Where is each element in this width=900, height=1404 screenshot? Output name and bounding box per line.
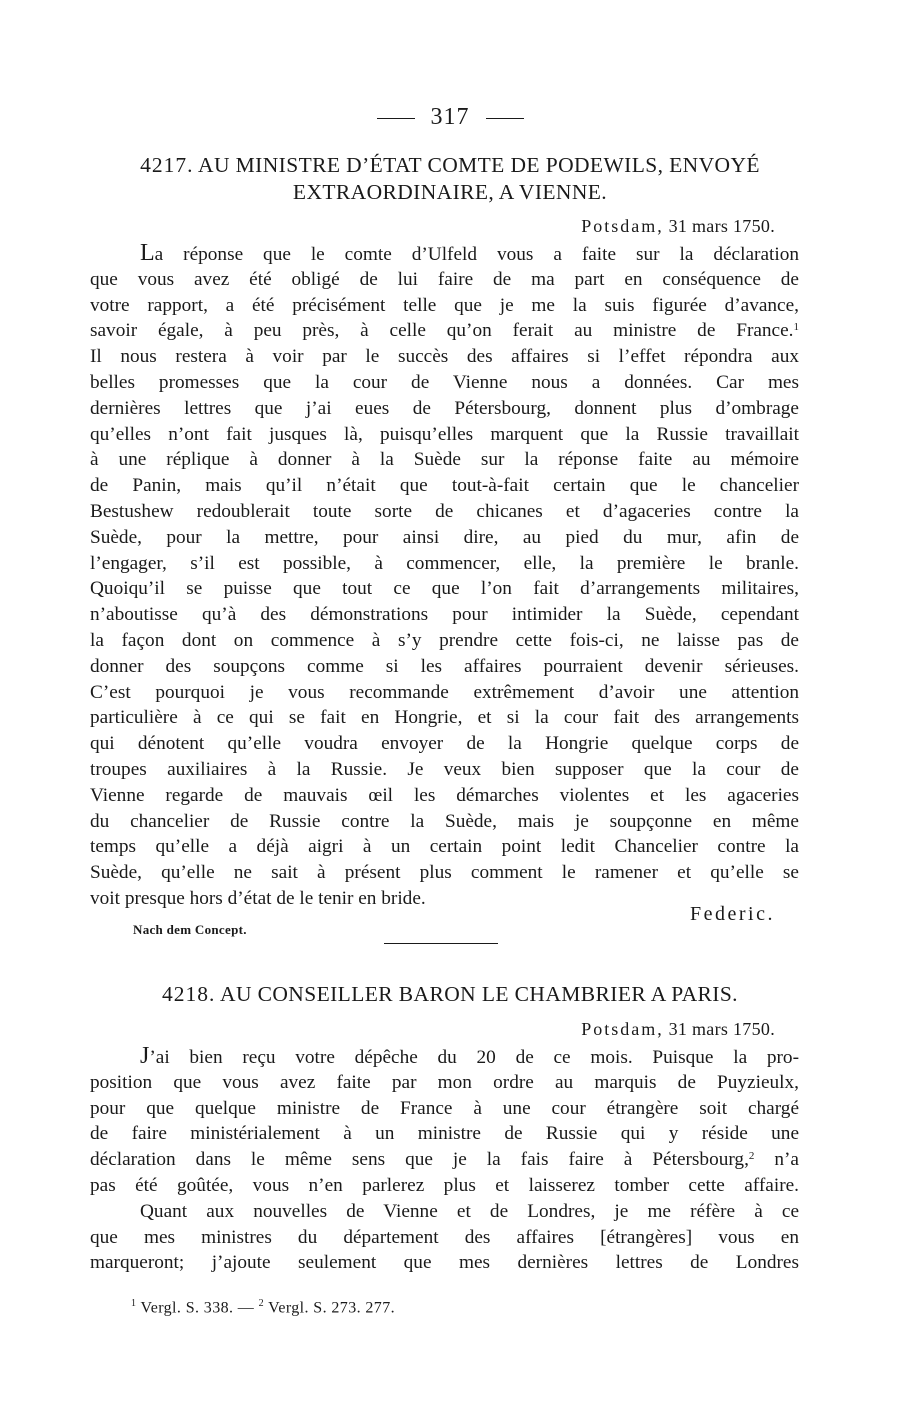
body-line: de Panin, mais qu’il n’était que tout-à-fait certain que le chancelier	[90, 475, 799, 497]
date-day: 31 mars 1750.	[668, 216, 775, 236]
body-line: C’est pourquoi je vous recommande extrêmement d’avoir une attention	[90, 681, 799, 703]
body-line: particulière à ce qui se fait en Hongrie, et si la cour fait des arrangements	[90, 707, 799, 729]
letter-4217-body	[90, 241, 799, 912]
heading-line-1: AU CONSEILLER BARON LE CHAMBRIER A PARIS.	[220, 982, 738, 1006]
date-day: 31 mars 1750.	[668, 1019, 775, 1039]
body-line: savoir égale, à peu près, à celle qu’on ferait au ministre de France.$^1$	[90, 320, 799, 342]
footnotes	[131, 1298, 395, 1317]
body-line: de faire ministérialement à un ministre de Russie qui y réside une	[90, 1123, 799, 1145]
signature: Federic.	[690, 903, 775, 925]
body-line: temps qu’elle a déjà aigri à un certain point ledit Chancelier contre la	[90, 836, 799, 858]
letter-number: 4217.	[140, 153, 194, 177]
body-line: La réponse que le comte d’Ulfeld vous a faite sur la déclaration	[140, 240, 799, 266]
page-number: 317	[430, 104, 470, 130]
letter-4217-heading	[95, 152, 805, 206]
body-line: troupes auxiliaires à la Russie. Je veux bien supposer que la cour de	[90, 758, 799, 780]
body-line: belles promesses que la cour de Vienne nous a données. Car mes	[90, 371, 799, 393]
date-place: Potsdam,	[581, 1019, 664, 1039]
right-dash	[486, 118, 524, 119]
body-line: que vous avez été obligé de lui faire de ma part en conséquence de	[90, 268, 799, 290]
letter-4218-heading	[95, 981, 805, 1008]
page-number-line	[0, 104, 900, 131]
heading-line-2: EXTRAORDINAIRE, A VIENNE.	[292, 180, 608, 204]
body-line: J’ai bien reçu votre dépêche du 20 de ce mois. Puisque la pro-	[140, 1043, 799, 1069]
body-line: Quant aux nouvelles de Vienne et de Londres, je me réfère à ce	[140, 1200, 799, 1222]
body-line: Suède, qu’elle ne sait à présent plus comment le ramener et qu’elle se	[90, 862, 799, 884]
body-line: n’aboutisse qu’à des démonstrations pour intimider la Suède, cependant	[90, 604, 799, 626]
body-line: pas été goûtée, vous n’en parlerez plus et laisserez tomber cette affaire.	[90, 1174, 799, 1196]
dropcap: L	[140, 240, 155, 266]
body-line: dernières lettres que j’ai eues de Pétersbourg, donnent plus d’ombrage	[90, 397, 799, 419]
body-line: l’engager, s’il est possible, à commencer, elle, la première le branle.	[90, 552, 799, 574]
body-line: que mes ministres du département des affaires [étrangères] vous en	[90, 1226, 799, 1248]
footnote-1: Vergl. S. 338. —	[140, 1299, 255, 1317]
date-place: Potsdam,	[581, 216, 664, 236]
body-line: Vienne regarde de mauvais œil les démarches violentes et les agaceries	[90, 784, 799, 806]
body-line: voit presque hors d’état de le tenir en bride.	[90, 887, 426, 909]
footnote-2: Vergl. S. 273. 277.	[268, 1299, 396, 1317]
body-line: Quoiqu’il se puisse que tout ce que l’on fait d’arrangements militaires,	[90, 578, 799, 600]
body-line: marqueront; j’ajoute seulement que mes dernières lettres de Londres	[90, 1252, 799, 1274]
body-line: déclaration dans le même sens que je la fais faire à Pétersbourg,$^2$ n’a	[90, 1149, 799, 1171]
left-dash	[377, 118, 415, 119]
body-line: donner des soupçons comme si les affaires pourraient devenir sérieuses.	[90, 655, 799, 677]
body-line: votre rapport, a été précisément telle que je me la suis figurée d’avance,	[90, 294, 799, 316]
body-line: à une réplique à donner à la Suède sur la réponse faite au mémoire	[90, 449, 799, 471]
body-line: Bestushew redoublerait toute sorte de chicanes et d’agaceries contre la	[90, 500, 799, 522]
body-line: qui dénotent qu’elle voudra envoyer de la Hongrie quelque corps de	[90, 733, 799, 755]
section-divider	[384, 943, 498, 944]
body-line: qu’elles n’ont fait jusques là, puisqu’elles marquent que la Russie travaillait	[90, 423, 799, 445]
letter-4218-body	[90, 1044, 799, 1276]
dropcap: J	[140, 1043, 150, 1069]
heading-line-1: AU MINISTRE D’ÉTAT COMTE DE PODEWILS, ENVOYÉ	[198, 153, 760, 177]
body-line: position que vous avez faite par mon ordre au marquis de Puyzieulx,	[90, 1071, 799, 1093]
footnote-mark-1: 1	[131, 1298, 137, 1309]
footnote-mark-2: 2	[258, 1298, 265, 1309]
letter-4217-dateline	[581, 216, 775, 237]
source-note: Nach dem Concept.	[133, 922, 247, 937]
letter-number: 4218.	[162, 982, 216, 1006]
body-line: Suède, pour la mettre, pour ainsi dire, au pied du mur, afin de	[90, 526, 799, 548]
footnote-ref-1: 1	[793, 321, 799, 334]
body-line: du chancelier de Russie contre la Suède, mais je soupçonne en même	[90, 810, 799, 832]
body-line: Il nous restera à voir par le succès des affaires si l’effet répondra aux	[90, 346, 799, 368]
body-line: la façon dont on commence à s’y prendre cette fois-ci, ne laisse pas de	[90, 629, 799, 651]
letter-4218-dateline	[581, 1019, 775, 1040]
body-line: pour que quelque ministre de France à une cour étrangère soit chargé	[90, 1097, 799, 1119]
footnote-ref-2: 2	[748, 1150, 755, 1163]
